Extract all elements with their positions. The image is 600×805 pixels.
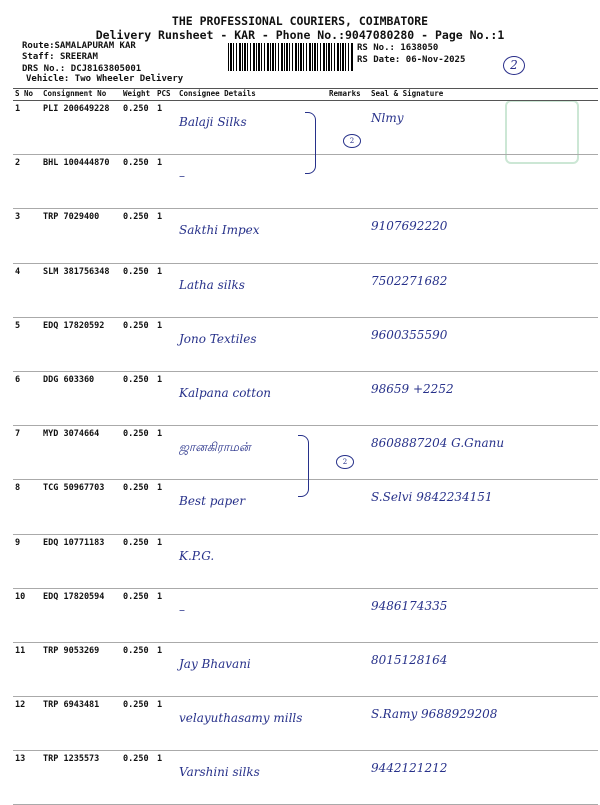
row-signature [369, 534, 598, 588]
table-row [13, 534, 598, 588]
row-weight: 0.250 [121, 101, 155, 155]
row-sno: 9 [13, 534, 41, 588]
row-signature: 9442121212 [369, 751, 598, 805]
row-consignee: Balaji Silks [177, 101, 327, 155]
row-pcs: 1 [155, 209, 177, 263]
row-remarks [327, 534, 369, 588]
row-remarks [327, 426, 369, 480]
vehicle-line: Vehicle: Two Wheeler Delivery [26, 74, 184, 84]
row-consignment-no: TRP 9053269 [41, 642, 121, 696]
row-consignment-no: PLI 200649228 [41, 101, 121, 155]
row-sno: 12 [13, 697, 41, 751]
row-weight: 0.250 [121, 263, 155, 317]
row-consignment-no: DDG 603360 [41, 371, 121, 425]
row-weight: 0.250 [121, 534, 155, 588]
row-consignee: – [177, 588, 327, 642]
table-row [13, 751, 598, 805]
col-sno: S No [13, 89, 41, 101]
row-consignee: K.P.G. [177, 534, 327, 588]
row-signature: Nlmy [369, 101, 598, 155]
row-signature: 98659 +2252 [369, 371, 598, 425]
row-signature [369, 155, 598, 209]
row-pcs: 1 [155, 426, 177, 480]
row-consignment-no: EDQ 17820594 [41, 588, 121, 642]
row-consignment-no: TRP 7029400 [41, 209, 121, 263]
row-pcs: 1 [155, 155, 177, 209]
row-consignment-no: MYD 3074664 [41, 426, 121, 480]
row-consignee: Varshini silks [177, 751, 327, 805]
row-remarks [327, 480, 369, 534]
row-sno: 1 [13, 101, 41, 155]
row-pcs: 1 [155, 371, 177, 425]
row-weight: 0.250 [121, 751, 155, 805]
row-pcs: 1 [155, 697, 177, 751]
row-sno: 6 [13, 371, 41, 425]
row-consignee: Kalpana cotton [177, 371, 327, 425]
row-weight: 0.250 [121, 155, 155, 209]
row-sno: 10 [13, 588, 41, 642]
row-signature: 9600355590 [369, 317, 598, 371]
table-row [13, 642, 598, 696]
row-weight: 0.250 [121, 317, 155, 371]
row-pcs: 1 [155, 263, 177, 317]
staff-line: Staff: SREERAM [22, 52, 98, 62]
row-signature: 7502271682 [369, 263, 598, 317]
row-consignee: Jono Textiles [177, 317, 327, 371]
row-weight: 0.250 [121, 426, 155, 480]
company-title: THE PROFESSIONAL COURIERS, COIMBATORE [171, 14, 429, 28]
table-row [13, 697, 598, 751]
row-remarks [327, 155, 369, 209]
col-consignment: Consignment No [41, 89, 121, 101]
row-remarks [327, 751, 369, 805]
row-weight: 0.250 [121, 642, 155, 696]
row-pcs: 1 [155, 317, 177, 371]
row-pcs: 1 [155, 642, 177, 696]
row-remarks [327, 642, 369, 696]
rs-no-line: RS No.: 1638050 [357, 43, 439, 53]
row-consignee: ஜானகிராமன் [177, 426, 327, 480]
row-remarks [327, 317, 369, 371]
table-row [13, 371, 598, 425]
row-consignee: – [177, 155, 327, 209]
remark-circle-2: 2 [336, 455, 354, 469]
row-consignee: velayuthasamy mills [177, 697, 327, 751]
row-sno: 5 [13, 317, 41, 371]
row-sno: 3 [13, 209, 41, 263]
table-header [13, 89, 598, 101]
row-signature: 9486174335 [369, 588, 598, 642]
row-consignment-no: TCG 50967703 [41, 480, 121, 534]
drs-line: DRS No.: DCJ8163805001 [22, 64, 142, 74]
row-sno: 11 [13, 642, 41, 696]
row-consignee: Latha silks [177, 263, 327, 317]
barcode [228, 43, 354, 71]
row-pcs: 1 [155, 101, 177, 155]
brace-mark-2 [298, 435, 309, 497]
table-row [13, 317, 598, 371]
row-consignee: Sakthi Impex [177, 209, 327, 263]
row-signature: 9107692220 [369, 209, 598, 263]
sheet-subtitle: Delivery Runsheet - KAR - Phone No.:9047080280 - Page No.:1 [95, 28, 505, 42]
row-sno: 8 [13, 480, 41, 534]
rs-date-line: RS Date: 06-Nov-2025 [357, 55, 466, 65]
table-row [13, 588, 598, 642]
route-line: Route:SAMALAPURAM KAR [22, 41, 136, 51]
row-remarks [327, 209, 369, 263]
row-consignment-no: EDQ 10771183 [41, 534, 121, 588]
row-consignee: Best paper [177, 480, 327, 534]
row-consignment-no: TRP 6943481 [41, 697, 121, 751]
table-row [13, 263, 598, 317]
row-pcs: 1 [155, 480, 177, 534]
row-weight: 0.250 [121, 697, 155, 751]
row-remarks [327, 371, 369, 425]
row-signature: 8015128164 [369, 642, 598, 696]
row-signature: 8608887204 G.Gnanu [369, 426, 598, 480]
table-row [13, 209, 598, 263]
row-sno: 13 [13, 751, 41, 805]
row-sno: 2 [13, 155, 41, 209]
brace-mark-1 [305, 112, 316, 174]
row-remarks [327, 263, 369, 317]
col-weight: Weight [121, 89, 155, 101]
page-circled-mark: 2 [503, 56, 525, 75]
row-pcs: 1 [155, 751, 177, 805]
col-consignee: Consignee Details [177, 89, 327, 101]
row-remarks [327, 697, 369, 751]
row-consignment-no: BHL 100444870 [41, 155, 121, 209]
remark-circle-1: 2 [343, 134, 361, 148]
col-remarks: Remarks [327, 89, 369, 101]
col-pcs: PCS [155, 89, 177, 101]
row-weight: 0.250 [121, 371, 155, 425]
row-consignment-no: SLM 381756348 [41, 263, 121, 317]
row-signature: S.Selvi 9842234151 [369, 480, 598, 534]
row-remarks [327, 588, 369, 642]
row-pcs: 1 [155, 588, 177, 642]
row-sno: 7 [13, 426, 41, 480]
row-weight: 0.250 [121, 480, 155, 534]
row-pcs: 1 [155, 534, 177, 588]
row-weight: 0.250 [121, 588, 155, 642]
row-sno: 4 [13, 263, 41, 317]
col-signature: Seal & Signature [369, 89, 598, 101]
row-weight: 0.250 [121, 209, 155, 263]
row-consignment-no: TRP 1235573 [41, 751, 121, 805]
row-consignment-no: EDQ 17820592 [41, 317, 121, 371]
row-consignee: Jay Bhavani [177, 642, 327, 696]
row-signature: S.Ramy 9688929208 [369, 697, 598, 751]
